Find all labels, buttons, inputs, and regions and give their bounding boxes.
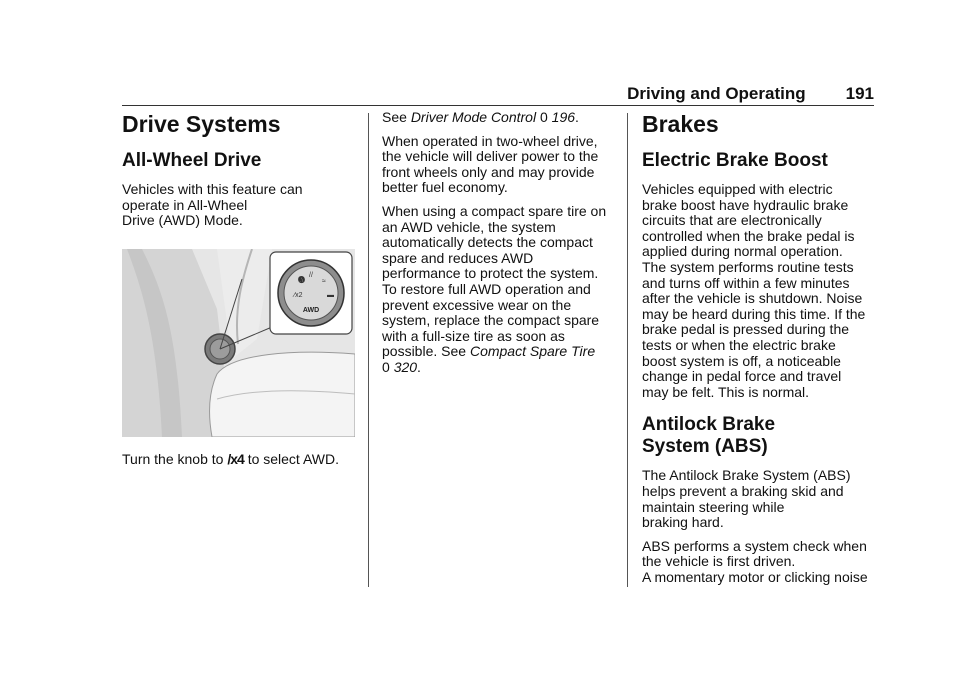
section-heading: Drive Systems [122,111,281,137]
svg-text:≈: ≈ [322,277,326,285]
abs-check-paragraph: ABS performs a system check when the vehicle is first driven. A momentary motor or clicking noise [642,537,868,585]
see-reference: See Driver Mode Control 0 196. [382,109,579,125]
column-divider-1 [368,113,369,587]
page-ref-320[interactable]: 320 [393,358,418,375]
column-divider-2 [627,113,628,587]
knob-awd-label: AWD [302,306,320,314]
page-ref-arrow-icon: 0 [539,109,548,125]
electric-brake-boost-paragraph: Vehicles equipped with electric brake boost have hydraulic brake circuits that are electronically controlled when the brake pedal is applied during normal operation. The system performs routine tests and turns off within a few minutes after the vehicle is shutdown. Noise may be heard during this time. If the brake pedal is pressed during the tests or when the electric brake boost system is off, a noticeable change in pedal force and travel may be felt. This is normal. [642,181,866,400]
two-wheel-drive-paragraph: When operated in two-wheel drive, the vehicle will deliver power to the front wheels only and may provide better fuel economy. [382,132,599,196]
brakes-heading: Brakes [642,111,719,137]
compact-spare-paragraph: When using a compact spare tire on an AWD vehicle, the system automatically detects the compact spare and reduces AWD performance to protect the system. To restore full AWD operation and prevent excessive wear on the system, replace the compact spare with a full-size tire as soon as possible. See Compact Spare Tire 0 320. [382,202,607,375]
column-1 [122,110,360,475]
intro-paragraph: Vehicles with this feature can operate in All-Wheel Drive (AWD) Mode. [122,181,303,229]
figure-caption: Turn the knob to /x4 to select AWD. [122,450,339,467]
awd-mode-icon: /x4 [227,450,244,467]
link-driver-mode-control[interactable]: Driver Mode Control [410,109,537,125]
page-number: 191 [845,84,874,103]
subsection-heading: All-Wheel Drive [122,150,262,171]
awd-knob-illustration [122,249,355,437]
section-title: Driving and Operating [627,84,806,103]
abs-intro-paragraph: The Antilock Brake System (ABS) helps prevent a braking skid and maintain steering while braking hard. [642,467,851,531]
header-divider [122,105,874,106]
link-compact-spare-tire[interactable]: Compact Spare Tire [469,343,596,360]
electric-brake-boost-heading: Electric Brake Boost [642,150,828,171]
column-3 [642,110,877,593]
svg-text:⁄x2: ⁄x2 [294,291,303,299]
page-ref-196[interactable]: 196 [551,109,576,125]
page-header [122,82,874,104]
page-ref-arrow-icon: 0 [382,358,390,375]
svg-text:🅐: 🅐 [298,276,305,284]
abs-heading: Antilock Brake System (ABS) [642,414,776,458]
svg-text:▬: ▬ [327,291,334,299]
column-2 [382,110,622,384]
svg-text://: // [309,271,313,279]
